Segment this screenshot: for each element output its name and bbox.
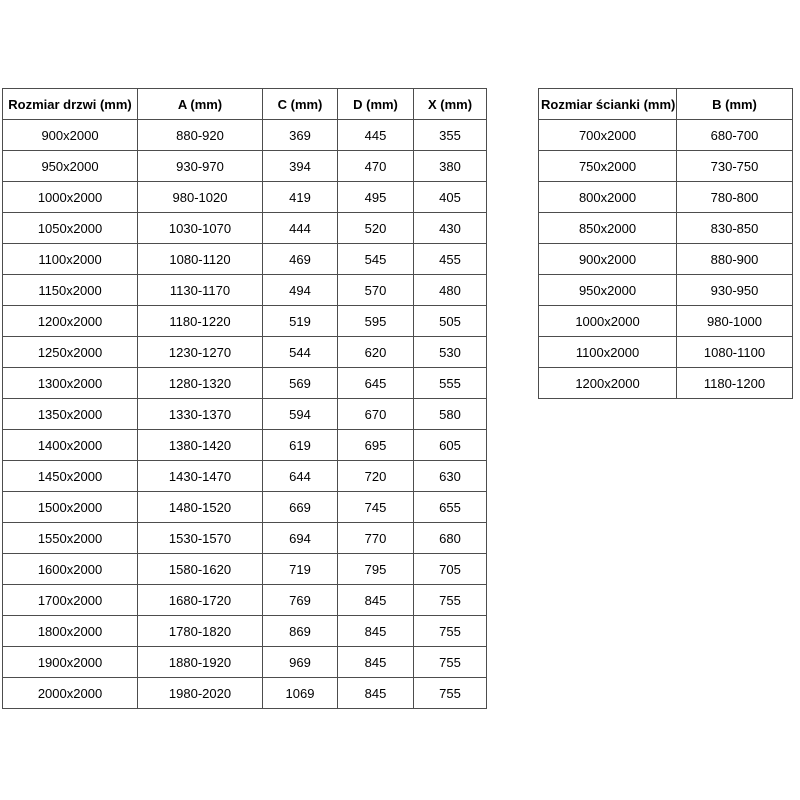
table-cell: 900x2000 [539, 244, 677, 275]
table-cell: 670 [338, 399, 414, 430]
table-cell: 1280-1320 [138, 368, 263, 399]
door-sizes-table-head-row [3, 89, 487, 120]
header-cell: X (mm) [414, 89, 487, 120]
table-cell: 1500x2000 [3, 492, 138, 523]
table-cell: 1350x2000 [3, 399, 138, 430]
table-cell: 1150x2000 [3, 275, 138, 306]
table-cell: 569 [263, 368, 338, 399]
table-cell: 605 [414, 430, 487, 461]
table-cell: 700x2000 [539, 120, 677, 151]
table-cell: 494 [263, 275, 338, 306]
table-row [539, 213, 793, 244]
table-cell: 505 [414, 306, 487, 337]
table-cell: 645 [338, 368, 414, 399]
table-cell: 1080-1120 [138, 244, 263, 275]
door-sizes-table [2, 88, 487, 709]
table-cell: 1880-1920 [138, 647, 263, 678]
table-cell: 355 [414, 120, 487, 151]
table-cell: 695 [338, 430, 414, 461]
table-cell: 495 [338, 182, 414, 213]
table-cell: 750x2000 [539, 151, 677, 182]
table-cell: 845 [338, 647, 414, 678]
table-cell: 1980-2020 [138, 678, 263, 709]
table-row [3, 585, 487, 616]
table-cell: 1680-1720 [138, 585, 263, 616]
table-row [3, 399, 487, 430]
table-row [3, 151, 487, 182]
table-cell: 1800x2000 [3, 616, 138, 647]
table-cell: 1330-1370 [138, 399, 263, 430]
table-cell: 680-700 [677, 120, 793, 151]
table-row [3, 523, 487, 554]
table-row [539, 120, 793, 151]
wall-sizes-table-head-row [539, 89, 793, 120]
table-row [3, 430, 487, 461]
table-cell: 1250x2000 [3, 337, 138, 368]
table-row [539, 182, 793, 213]
table-cell: 1080-1100 [677, 337, 793, 368]
table-row [3, 275, 487, 306]
table-cell: 1900x2000 [3, 647, 138, 678]
table-cell: 380 [414, 151, 487, 182]
wall-sizes-table [538, 88, 793, 399]
table-cell: 430 [414, 213, 487, 244]
table-cell: 719 [263, 554, 338, 585]
table-row [3, 678, 487, 709]
table-cell: 619 [263, 430, 338, 461]
table-cell: 480 [414, 275, 487, 306]
table-cell: 594 [263, 399, 338, 430]
table-cell: 795 [338, 554, 414, 585]
table-cell: 1480-1520 [138, 492, 263, 523]
table-row [539, 306, 793, 337]
table-cell: 1380-1420 [138, 430, 263, 461]
table-cell: 669 [263, 492, 338, 523]
table-cell: 1700x2000 [3, 585, 138, 616]
table-cell: 969 [263, 647, 338, 678]
table-row [539, 337, 793, 368]
table-cell: 455 [414, 244, 487, 275]
table-cell: 1230-1270 [138, 337, 263, 368]
table-row [3, 306, 487, 337]
table-cell: 630 [414, 461, 487, 492]
table-cell: 730-750 [677, 151, 793, 182]
table-cell: 950x2000 [539, 275, 677, 306]
table-row [3, 120, 487, 151]
header-cell: A (mm) [138, 89, 263, 120]
table-cell: 705 [414, 554, 487, 585]
table-cell: 720 [338, 461, 414, 492]
table-cell: 1069 [263, 678, 338, 709]
table-cell: 950x2000 [3, 151, 138, 182]
table-cell: 755 [414, 616, 487, 647]
table-cell: 930-950 [677, 275, 793, 306]
table-cell: 519 [263, 306, 338, 337]
table-cell: 545 [338, 244, 414, 275]
table-cell: 1580-1620 [138, 554, 263, 585]
table-cell: 1550x2000 [3, 523, 138, 554]
table-cell: 544 [263, 337, 338, 368]
table-row [539, 275, 793, 306]
table-cell: 755 [414, 647, 487, 678]
table-cell: 1600x2000 [3, 554, 138, 585]
table-cell: 570 [338, 275, 414, 306]
table-cell: 1000x2000 [3, 182, 138, 213]
table-cell: 369 [263, 120, 338, 151]
table-cell: 655 [414, 492, 487, 523]
table-cell: 755 [414, 678, 487, 709]
table-cell: 1030-1070 [138, 213, 263, 244]
table-row [3, 337, 487, 368]
header-cell: B (mm) [677, 89, 793, 120]
table-cell: 470 [338, 151, 414, 182]
table-cell: 745 [338, 492, 414, 523]
table-cell: 1200x2000 [539, 368, 677, 399]
table-cell: 580 [414, 399, 487, 430]
table-cell: 680 [414, 523, 487, 554]
header-cell: Rozmiar drzwi (mm) [3, 89, 138, 120]
door-sizes-table-body [3, 120, 487, 709]
table-row [3, 182, 487, 213]
table-row [3, 244, 487, 275]
table-cell: 1450x2000 [3, 461, 138, 492]
table-cell: 845 [338, 616, 414, 647]
table-cell: 694 [263, 523, 338, 554]
table-cell: 830-850 [677, 213, 793, 244]
table-cell: 1530-1570 [138, 523, 263, 554]
table-cell: 520 [338, 213, 414, 244]
table-cell: 900x2000 [3, 120, 138, 151]
table-cell: 595 [338, 306, 414, 337]
header-cell: C (mm) [263, 89, 338, 120]
table-row [3, 492, 487, 523]
table-cell: 980-1020 [138, 182, 263, 213]
table-cell: 1180-1200 [677, 368, 793, 399]
table-cell: 845 [338, 678, 414, 709]
table-row [3, 213, 487, 244]
table-cell: 800x2000 [539, 182, 677, 213]
table-cell: 880-920 [138, 120, 263, 151]
table-row [539, 368, 793, 399]
table-row [3, 647, 487, 678]
table-cell: 1300x2000 [3, 368, 138, 399]
table-cell: 930-970 [138, 151, 263, 182]
table-cell: 530 [414, 337, 487, 368]
table-cell: 555 [414, 368, 487, 399]
table-cell: 1780-1820 [138, 616, 263, 647]
table-row [3, 368, 487, 399]
table-cell: 1180-1220 [138, 306, 263, 337]
table-cell: 1100x2000 [3, 244, 138, 275]
table-cell: 2000x2000 [3, 678, 138, 709]
table-cell: 755 [414, 585, 487, 616]
table-cell: 1400x2000 [3, 430, 138, 461]
table-cell: 620 [338, 337, 414, 368]
table-cell: 1130-1170 [138, 275, 263, 306]
table-cell: 405 [414, 182, 487, 213]
header-cell: D (mm) [338, 89, 414, 120]
table-cell: 444 [263, 213, 338, 244]
table-cell: 1100x2000 [539, 337, 677, 368]
table-cell: 1200x2000 [3, 306, 138, 337]
header-cell: Rozmiar ścianki (mm) [539, 89, 677, 120]
table-cell: 1430-1470 [138, 461, 263, 492]
table-cell: 644 [263, 461, 338, 492]
table-cell: 770 [338, 523, 414, 554]
table-cell: 419 [263, 182, 338, 213]
table-cell: 880-900 [677, 244, 793, 275]
table-cell: 869 [263, 616, 338, 647]
table-cell: 394 [263, 151, 338, 182]
table-cell: 1050x2000 [3, 213, 138, 244]
table-row [3, 554, 487, 585]
table-row [3, 616, 487, 647]
wall-sizes-table-body [539, 120, 793, 399]
table-cell: 1000x2000 [539, 306, 677, 337]
table-cell: 469 [263, 244, 338, 275]
table-row [539, 151, 793, 182]
table-cell: 445 [338, 120, 414, 151]
table-cell: 845 [338, 585, 414, 616]
table-row [539, 244, 793, 275]
table-cell: 769 [263, 585, 338, 616]
table-cell: 980-1000 [677, 306, 793, 337]
table-cell: 780-800 [677, 182, 793, 213]
table-row [3, 461, 487, 492]
table-cell: 850x2000 [539, 213, 677, 244]
